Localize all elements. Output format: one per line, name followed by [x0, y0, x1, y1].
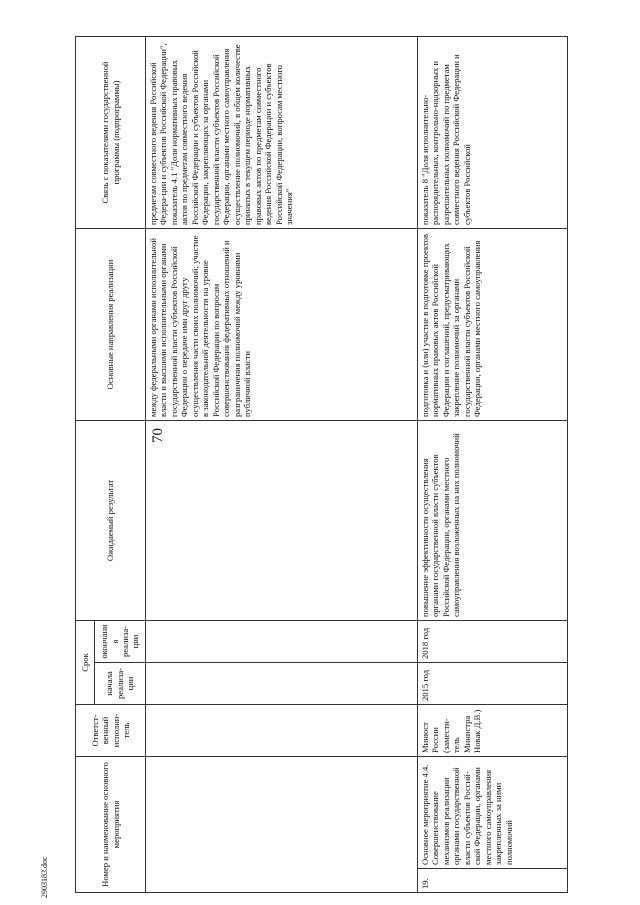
cell-row-number: 19.	[418, 869, 568, 893]
cell-term-end: 2018 год	[418, 620, 568, 662]
col-header-expected-result: Ожидаемый результат	[76, 420, 146, 620]
cell-link: показатель 8 "Доля исполнительно-распорядительных, контрольно-надзорных и разрешительных полномочий по предметам совместного ведения Российской Федерации и субъектов Российской	[418, 36, 568, 228]
col-header-directions: Основные направления реализации	[76, 228, 146, 420]
col-header-responsible: Ответст-венный исполни-тель	[76, 705, 146, 757]
cell-measure-name: Основное мероприятие 4.4. Совершенствование механизмов реализации органами государственной власти субъектов Россий-ской Федерации, органами местного самоуправления закрепленных за ними полномочий	[418, 757, 568, 869]
cell-directions: подготовка и (или) участие в подготовке проектов нормативных правовых актов Российской Федерации и соглашений, предусматривающих закрепление полномочий за органами государственной власти субъектов Российской Федерации, органами местного самоуправления	[418, 228, 568, 420]
col-header-term-start: начала реализа-ции	[95, 663, 146, 705]
measures-table	[75, 36, 568, 893]
cell-expected-result: повышение эффективности осуществления органами государственной власти субъектов Российской Федерации, органами местного самоуправления возложенных на них полномочий	[418, 420, 568, 620]
page-number: 70	[150, 428, 166, 443]
table-row-continuation	[146, 36, 418, 892]
document-id: 2903183.doc	[40, 856, 49, 898]
cell-responsible: Минюст России (замести-тель Министра Новак Д.В.)	[418, 705, 568, 757]
cell-term-start: 2015 год	[418, 663, 568, 705]
cell-directions: между федеральными органами исполнительной власти и высшими исполнительными органами государственной власти субъектов Российской Федерации о передаче ими друг другу осуществления части своих полномочий; участие в законодательной деятельности на уровне Российской Федерации по вопросам совершенствования федеративных отношений и разграничения полномочий между уровнями публичной власти	[146, 228, 418, 420]
rotated-table-area	[75, 37, 620, 893]
col-header-term: Срок	[76, 620, 95, 704]
col-header-link: Связь с показателями государственной программы (подпрограммы)	[76, 36, 146, 228]
col-header-term-end: окончания реализа-ции	[95, 620, 146, 662]
cell-link: предметам совместного ведения Российской Федера-ции и субъектов Российской Федерации", показатель 4.1 "Доля нормативных правовых актов по предметам совместного ведения Российской Федерации и субъектов Российской Федерации, закрепляющих за органами государственной власти субъектов Российской Федерации, органами местного самоуправления осуществление полномочий, в общем количестве принятых в текущем периоде нормативных правовых актов по предметам совместного ведения Российской Федерации и субъектов Российской Федерации, вопросам местного значения"	[146, 36, 418, 228]
table-row-19	[418, 36, 568, 892]
col-header-number-name: Номер и наименование основного мероприятия	[76, 757, 146, 893]
